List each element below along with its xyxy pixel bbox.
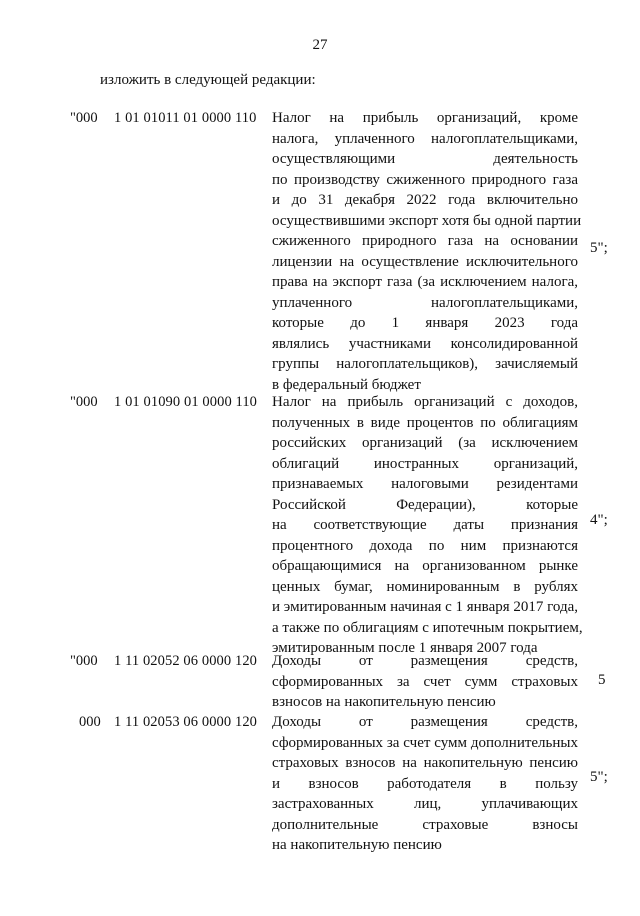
income-description: [272, 712, 578, 856]
description-line: облигаций иностранных организаций,: [272, 455, 578, 472]
description-line: полученных в виде процентов по облигациям: [272, 414, 578, 431]
description-line: права на экспорт газа (за исключением налога,: [272, 274, 578, 290]
description-line: дополнительные страховые взносы: [272, 816, 578, 833]
intro-text: изложить в следующей редакции:: [100, 72, 316, 88]
description-line: осуществляющими деятельность: [272, 151, 578, 167]
description-line: ценных бумаг, номинированным в рублях: [272, 578, 578, 595]
description-line: уплаченного налогоплательщиками,: [272, 294, 578, 311]
description-line: являлись участниками консолидированной: [272, 335, 578, 352]
description-line: признаваемых налоговыми резидентами: [272, 476, 578, 492]
description-line: Налог на прибыль организаций с доходов,: [272, 394, 578, 410]
description-line: эмитированным после 1 января 2007 года: [272, 640, 538, 656]
description-line: а также по облигациям с ипотечным покрытием,: [272, 619, 583, 636]
distribution-rate: 5";: [590, 240, 608, 256]
description-line: которые до 1 января 2023 года: [272, 315, 578, 331]
description-line: в федеральный бюджет: [272, 376, 421, 393]
description-line: Доходы от размещения средств,: [272, 714, 578, 730]
budget-classification-code: 1 11 02052 06 0000 120: [114, 653, 258, 669]
income-description: [272, 651, 578, 713]
description-line: сформированных за счет сумм страховых: [272, 673, 578, 690]
description-line: налога, уплаченного налогоплательщиками,: [272, 130, 578, 147]
description-line: лицензии на осуществление исключительного: [272, 253, 578, 270]
distribution-rate: 5: [598, 672, 606, 688]
description-line: на накопительную пенсию: [272, 837, 442, 853]
description-line: и до 31 декабря 2022 года включительно: [272, 192, 578, 208]
description-line: процентного дохода по ним признаются: [272, 537, 578, 554]
budget-admin-code: "000: [70, 110, 98, 126]
budget-classification-code: 1 01 01011 01 0000 110: [114, 110, 257, 126]
budget-admin-code: "000: [70, 394, 98, 410]
description-line: группы налогоплательщиков), зачисляемый: [272, 356, 578, 372]
description-line: сформированных за счет сумм дополнительных: [272, 734, 578, 751]
description-line: Российской Федерации), которые: [272, 496, 578, 513]
description-line: застрахованных лиц, уплачивающих: [272, 796, 578, 812]
description-line: страховых взносов на накопительную пенсию: [272, 755, 578, 771]
budget-admin-code: 000: [79, 714, 101, 730]
description-line: взносов на накопительную пенсию: [272, 694, 496, 710]
income-description: [272, 392, 583, 659]
description-line: на соответствующие даты признания: [272, 517, 578, 533]
page-number: 27: [312, 37, 328, 53]
description-line: сжиженного природного газа на основании: [272, 233, 578, 249]
description-line: и эмитированным начиная с 1 января 2017 года,: [272, 599, 579, 615]
description-line: и взносов работодателя в пользу: [272, 775, 578, 792]
description-line: обращающимися на организованном рынке: [272, 558, 578, 574]
budget-classification-code: 1 01 01090 01 0000 110: [114, 394, 258, 410]
description-line: осуществившими экспорт хотя бы одной партии: [272, 212, 582, 229]
budget-admin-code: "000: [70, 653, 98, 669]
description-line: Налог на прибыль организаций, кроме: [272, 110, 578, 126]
distribution-rate: 5";: [590, 769, 608, 785]
income-description: [272, 108, 582, 395]
description-line: по производству сжиженного природного газа: [272, 171, 578, 188]
distribution-rate: 4";: [590, 512, 608, 528]
description-line: российских организаций (за исключением: [272, 435, 578, 451]
budget-classification-code: 1 11 02053 06 0000 120: [114, 714, 258, 730]
description-line: Доходы от размещения средств,: [272, 653, 578, 669]
